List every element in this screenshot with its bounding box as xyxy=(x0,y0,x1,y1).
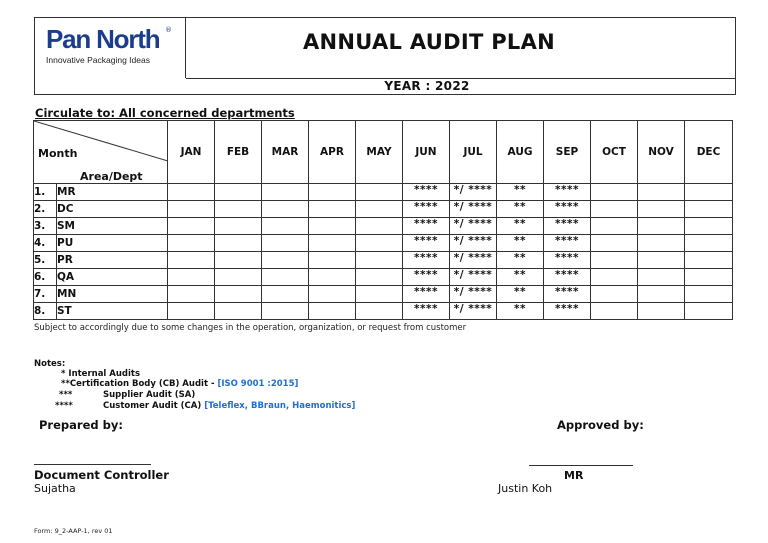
row-number: 5. xyxy=(34,252,57,269)
audit-cell-oct xyxy=(591,201,638,218)
note-ca-text: Customer Audit (CA) xyxy=(103,401,205,411)
audit-cell-sep: **** xyxy=(544,252,591,269)
audit-cell-jan xyxy=(168,218,215,235)
dept-cell: PU xyxy=(57,235,168,252)
company-logo: Pan North xyxy=(46,24,160,54)
row-number: 8. xyxy=(34,303,57,320)
audit-cell-mar xyxy=(262,252,309,269)
row-number: 4. xyxy=(34,235,57,252)
logo-tagline: Innovative Packaging Ideas xyxy=(46,55,150,65)
audit-cell-jul: */ **** xyxy=(450,201,497,218)
table-row xyxy=(34,201,733,218)
audit-cell-sep: **** xyxy=(544,218,591,235)
prepared-name: Sujatha xyxy=(34,482,76,495)
row-number: 3. xyxy=(34,218,57,235)
note-internal-audits: * Internal Audits xyxy=(61,369,141,379)
audit-cell-jul: */ **** xyxy=(450,235,497,252)
audit-cell-aug: ** xyxy=(497,303,544,320)
audit-cell-nov xyxy=(638,218,685,235)
audit-cell-dec xyxy=(685,218,733,235)
audit-cell-jul: */ **** xyxy=(450,269,497,286)
audit-cell-apr xyxy=(309,286,356,303)
audit-cell-oct xyxy=(591,303,638,320)
audit-cell-oct xyxy=(591,252,638,269)
table-row xyxy=(34,303,733,320)
row-number: 1. xyxy=(34,184,57,201)
audit-cell-nov xyxy=(638,303,685,320)
month-header-jun: JUN xyxy=(403,121,450,184)
approved-role: MR xyxy=(564,469,584,482)
audit-cell-jul: */ **** xyxy=(450,286,497,303)
prepared-signature-line xyxy=(34,464,151,465)
approved-name: Justin Koh xyxy=(498,482,553,495)
audit-cell-mar xyxy=(262,269,309,286)
month-header-jan: JAN xyxy=(168,121,215,184)
audit-cell-jan xyxy=(168,201,215,218)
audit-plan-table xyxy=(33,120,733,320)
dept-cell: ST xyxy=(57,303,168,320)
audit-cell-nov xyxy=(638,201,685,218)
audit-cell-oct xyxy=(591,184,638,201)
audit-cell-may xyxy=(356,303,403,320)
registered-mark: ® xyxy=(165,26,172,34)
audit-cell-may xyxy=(356,286,403,303)
audit-cell-feb xyxy=(215,286,262,303)
audit-cell-nov xyxy=(638,269,685,286)
circulate-line: Circulate to: All concerned departments xyxy=(35,106,295,120)
audit-cell-sep: **** xyxy=(544,235,591,252)
audit-cell-aug: ** xyxy=(497,201,544,218)
dept-cell: QA xyxy=(57,269,168,286)
audit-cell-apr xyxy=(309,269,356,286)
audit-cell-aug: ** xyxy=(497,218,544,235)
dept-cell: MR xyxy=(57,184,168,201)
audit-cell-jan xyxy=(168,303,215,320)
audit-cell-jul: */ **** xyxy=(450,252,497,269)
dept-cell: MN xyxy=(57,286,168,303)
audit-cell-apr xyxy=(309,252,356,269)
note-supplier-audit: Supplier Audit (SA) xyxy=(103,390,196,400)
audit-cell-may xyxy=(356,252,403,269)
month-header-may: MAY xyxy=(356,121,403,184)
audit-cell-jan xyxy=(168,235,215,252)
table-row xyxy=(34,286,733,303)
month-header-feb: FEB xyxy=(215,121,262,184)
audit-cell-jun: **** xyxy=(403,235,450,252)
year-label: YEAR : 2022 xyxy=(384,79,470,93)
audit-cell-apr xyxy=(309,201,356,218)
table-row xyxy=(34,252,733,269)
table-row xyxy=(34,269,733,286)
audit-cell-jul: */ **** xyxy=(450,184,497,201)
audit-cell-jan xyxy=(168,184,215,201)
audit-cell-sep: **** xyxy=(544,303,591,320)
audit-cell-may xyxy=(356,201,403,218)
audit-cell-jan xyxy=(168,269,215,286)
audit-cell-jun: **** xyxy=(403,184,450,201)
audit-cell-dec xyxy=(685,184,733,201)
audit-cell-jan xyxy=(168,286,215,303)
approved-signature-line xyxy=(529,465,633,466)
audit-cell-oct xyxy=(591,235,638,252)
audit-cell-jan xyxy=(168,252,215,269)
month-header-jul: JUL xyxy=(450,121,497,184)
note-ca-symbol: **** xyxy=(55,401,73,411)
audit-cell-nov xyxy=(638,235,685,252)
prepared-role: Document Controller xyxy=(34,468,169,482)
audit-cell-may xyxy=(356,184,403,201)
notes-heading: Notes: xyxy=(34,359,66,369)
dept-cell: PR xyxy=(57,252,168,269)
prepared-by-label: Prepared by: xyxy=(39,418,123,432)
note-cb-standard: [ISO 9001 :2015] xyxy=(217,379,299,389)
audit-cell-jun: **** xyxy=(403,269,450,286)
month-axis-label: Month xyxy=(38,147,78,160)
audit-cell-jun: **** xyxy=(403,286,450,303)
audit-cell-dec xyxy=(685,235,733,252)
audit-cell-may xyxy=(356,235,403,252)
dept-cell: SM xyxy=(57,218,168,235)
audit-cell-apr xyxy=(309,303,356,320)
row-number: 7. xyxy=(34,286,57,303)
audit-cell-may xyxy=(356,269,403,286)
note-ca-customers: [Teleflex, BBraun, Haemonitics] xyxy=(204,401,356,411)
audit-cell-feb xyxy=(215,184,262,201)
note-customer-audit xyxy=(103,401,355,411)
audit-cell-aug: ** xyxy=(497,252,544,269)
note-certification-body xyxy=(61,379,298,389)
approved-by-label: Approved by: xyxy=(557,418,644,432)
note-cb-text: **Certification Body (CB) Audit - xyxy=(61,379,218,389)
audit-cell-oct xyxy=(591,269,638,286)
audit-cell-apr xyxy=(309,218,356,235)
month-header-apr: APR xyxy=(309,121,356,184)
subject-note: Subject to accordingly due to some changes in the operation, organization, or request from customer xyxy=(34,323,467,333)
month-header-aug: AUG xyxy=(497,121,544,184)
audit-cell-nov xyxy=(638,286,685,303)
audit-cell-apr xyxy=(309,184,356,201)
audit-cell-oct xyxy=(591,286,638,303)
audit-cell-dec xyxy=(685,286,733,303)
dept-cell: DC xyxy=(57,201,168,218)
audit-cell-mar xyxy=(262,184,309,201)
audit-cell-mar xyxy=(262,201,309,218)
audit-cell-sep: **** xyxy=(544,269,591,286)
audit-cell-feb xyxy=(215,235,262,252)
audit-cell-nov xyxy=(638,252,685,269)
audit-cell-dec xyxy=(685,269,733,286)
month-header-oct: OCT xyxy=(591,121,638,184)
month-header-mar: MAR xyxy=(262,121,309,184)
row-number: 6. xyxy=(34,269,57,286)
note-sa-symbol: *** xyxy=(59,390,73,400)
table-row xyxy=(34,218,733,235)
table-row xyxy=(34,235,733,252)
month-header-dec: DEC xyxy=(685,121,733,184)
audit-cell-jun: **** xyxy=(403,303,450,320)
row-number: 2. xyxy=(34,201,57,218)
audit-cell-jun: **** xyxy=(403,218,450,235)
audit-cell-jul: */ **** xyxy=(450,218,497,235)
audit-cell-dec xyxy=(685,252,733,269)
audit-cell-sep: **** xyxy=(544,286,591,303)
audit-cell-dec xyxy=(685,303,733,320)
audit-cell-feb xyxy=(215,269,262,286)
audit-cell-mar xyxy=(262,235,309,252)
audit-cell-aug: ** xyxy=(497,235,544,252)
document-title: ANNUAL AUDIT PLAN xyxy=(303,30,555,54)
month-header-sep: SEP xyxy=(544,121,591,184)
corner-header-cell xyxy=(34,121,168,184)
audit-cell-jun: **** xyxy=(403,252,450,269)
audit-cell-aug: ** xyxy=(497,184,544,201)
audit-cell-dec xyxy=(685,201,733,218)
form-code: Form: 9_2-AAP-1, rev 01 xyxy=(34,527,113,535)
month-header-nov: NOV xyxy=(638,121,685,184)
audit-cell-aug: ** xyxy=(497,269,544,286)
audit-cell-jun: **** xyxy=(403,201,450,218)
audit-cell-mar xyxy=(262,303,309,320)
audit-cell-sep: **** xyxy=(544,201,591,218)
area-dept-axis-label: Area/Dept xyxy=(80,170,143,183)
audit-cell-nov xyxy=(638,184,685,201)
audit-cell-feb xyxy=(215,218,262,235)
audit-cell-may xyxy=(356,218,403,235)
audit-cell-feb xyxy=(215,252,262,269)
table-row xyxy=(34,184,733,201)
audit-cell-jul: */ **** xyxy=(450,303,497,320)
audit-cell-apr xyxy=(309,235,356,252)
audit-cell-sep: **** xyxy=(544,184,591,201)
audit-cell-feb xyxy=(215,303,262,320)
audit-cell-aug: ** xyxy=(497,286,544,303)
audit-cell-mar xyxy=(262,218,309,235)
audit-cell-feb xyxy=(215,201,262,218)
audit-cell-mar xyxy=(262,286,309,303)
audit-cell-oct xyxy=(591,218,638,235)
